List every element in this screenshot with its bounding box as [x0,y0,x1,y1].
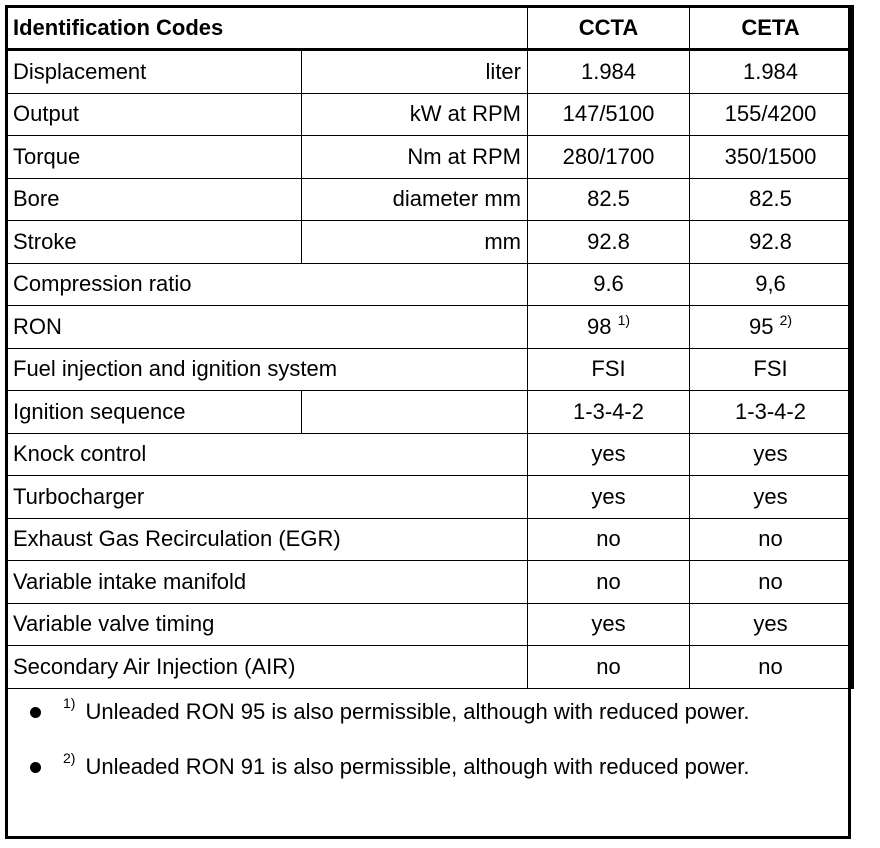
value-ceta: no [690,518,853,561]
value-ceta: FSI [690,348,853,391]
value-ceta: yes [690,433,853,476]
row-label: RON [7,306,528,349]
value-ceta: 1-3-4-2 [690,391,853,434]
footnote-marker-1: 1) [617,311,631,328]
value-ccta: FSI [528,348,690,391]
row-variable-intake [7,561,853,604]
value-ccta: no [528,646,690,689]
row-secondary-air [7,646,853,689]
value-ceta: 350/1500 [690,136,853,179]
footnote-marker: 2) [63,750,76,766]
value-ccta [528,306,690,349]
row-unit: liter [302,50,528,94]
row-knock-control [7,433,853,476]
value-ccta: 147/5100 [528,93,690,136]
row-label: Exhaust Gas Recirculation (EGR) [7,518,528,561]
table-header-row [7,7,853,50]
bullet-icon [30,762,41,773]
row-unit: diameter mm [302,178,528,221]
value-ccta: yes [528,476,690,519]
row-variable-valve-timing [7,603,853,646]
ron-value-ccta: 98 [586,313,612,339]
value-ceta: 155/4200 [690,93,853,136]
row-displacement [7,50,853,94]
row-label: Secondary Air Injection (AIR) [7,646,528,689]
row-torque [7,136,853,179]
value-ccta: yes [528,603,690,646]
row-ignition-sequence [7,391,853,434]
row-label: Ignition sequence [7,391,302,434]
footnote-marker-2: 2) [779,311,793,328]
value-ceta [690,306,853,349]
value-ccta: 9.6 [528,263,690,306]
row-label: Bore [7,178,302,221]
value-ceta: no [690,561,853,604]
row-egr [7,518,853,561]
row-label: Output [7,93,302,136]
row-unit: Nm at RPM [302,136,528,179]
row-compression-ratio [7,263,853,306]
row-label: Compression ratio [7,263,528,306]
value-ccta: 1-3-4-2 [528,391,690,434]
footnote-1 [30,695,750,725]
row-label: Knock control [7,433,528,476]
ron-value-ceta: 95 [748,313,774,339]
value-ceta: yes [690,476,853,519]
bullet-icon [30,707,41,718]
row-label: Variable intake manifold [7,561,528,604]
row-label: Variable valve timing [7,603,528,646]
row-unit: kW at RPM [302,93,528,136]
footnotes [8,687,848,836]
row-turbocharger [7,476,853,519]
row-output [7,93,853,136]
row-stroke [7,221,853,264]
row-unit [302,391,528,434]
value-ccta: yes [528,433,690,476]
value-ccta: no [528,561,690,604]
value-ceta: 92.8 [690,221,853,264]
row-label: Fuel injection and ignition system [7,348,528,391]
row-ron [7,306,853,349]
value-ceta: yes [690,603,853,646]
header-ccta: CCTA [528,7,690,50]
row-label: Displacement [7,50,302,94]
engine-spec-table [5,5,854,689]
value-ccta: 82.5 [528,178,690,221]
row-label: Stroke [7,221,302,264]
row-fuel-injection [7,348,853,391]
footnote-marker: 1) [63,695,76,711]
value-ceta: 1.984 [690,50,853,94]
header-ceta: CETA [690,7,853,50]
footnote-2 [30,750,750,780]
row-label: Torque [7,136,302,179]
row-bore [7,178,853,221]
footnote-text: Unleaded RON 91 is also permissible, although with reduced power. [85,754,750,779]
value-ccta: 92.8 [528,221,690,264]
value-ceta: 82.5 [690,178,853,221]
value-ccta: no [528,518,690,561]
value-ceta: 9,6 [690,263,853,306]
value-ccta: 280/1700 [528,136,690,179]
footnote-text: Unleaded RON 95 is also permissible, although with reduced power. [85,699,750,724]
value-ceta: no [690,646,853,689]
row-unit: mm [302,221,528,264]
row-label: Turbocharger [7,476,528,519]
header-identification-codes: Identification Codes [7,7,528,50]
value-ccta: 1.984 [528,50,690,94]
